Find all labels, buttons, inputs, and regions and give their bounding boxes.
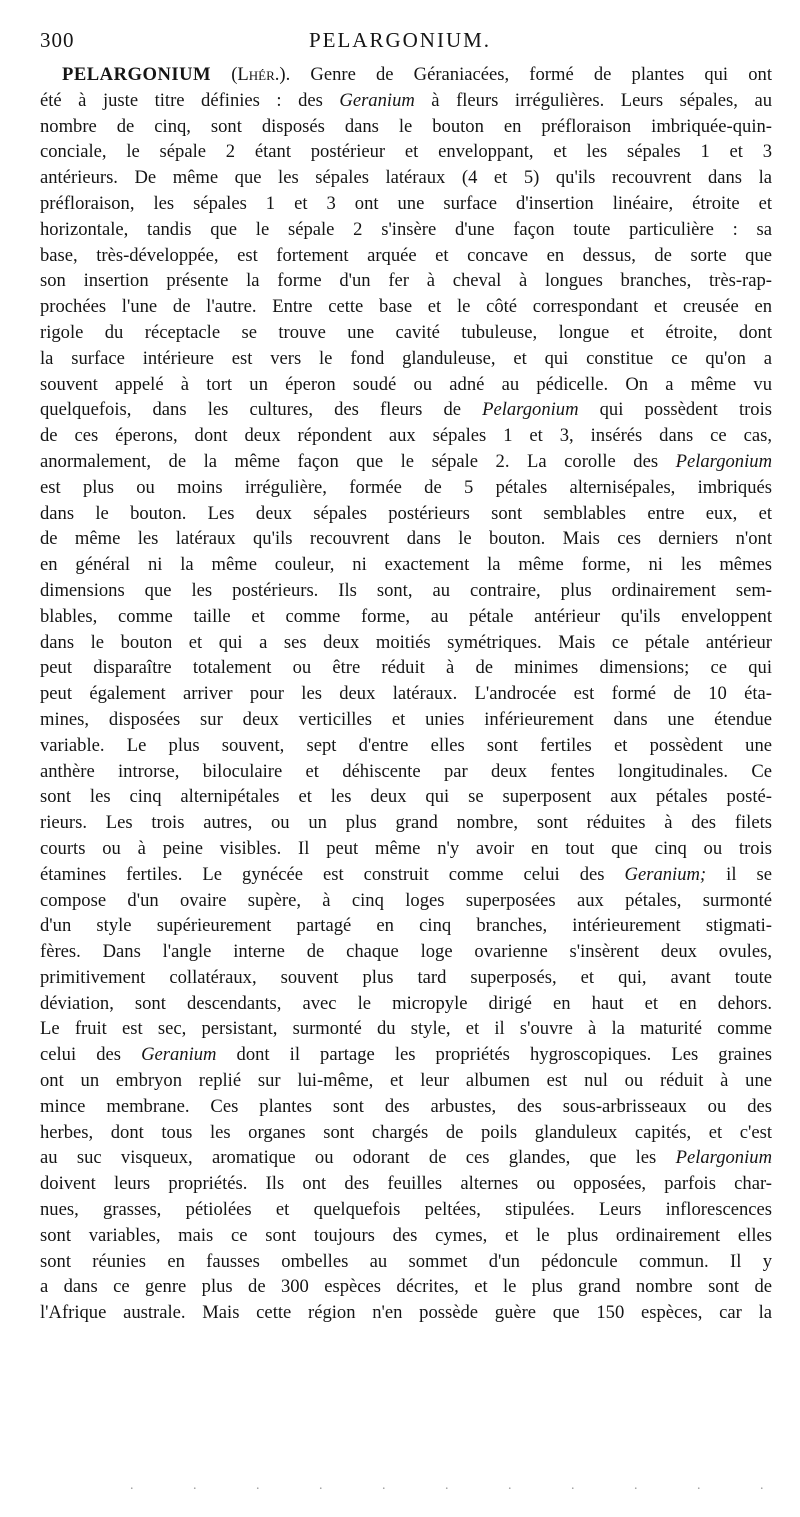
text-line: étamines fertiles. Le gynécée est construit comme celui des Geranium; il se (40, 863, 773, 885)
text-line: préfloraison, les sépales 1 et 3 ont une surface d'insertion linéaire, étroite et (40, 192, 772, 214)
text-line: sont les cinq alternipétales et les deux qui se superposent aux pétales posté- (40, 786, 772, 808)
text-line: variable. Le plus souvent, sept d'entre elles sont fertiles et possèdent une (40, 734, 772, 756)
text-line: peut disparaître totalement ou être réduit à de minimes dimensions; ce qui (40, 657, 772, 679)
text-line: anormalement, de la même façon que le sépale 2. La corolle des Pelargonium (40, 450, 772, 472)
text-line: antérieurs. De même que les sépales latéraux (4 et 5) qu'ils recouvrent dans la (40, 167, 772, 189)
text-line: rigole du réceptacle se trouve une cavité tubuleuse, longue et étroite, dont (40, 321, 772, 343)
text-line: anthère introrse, biloculaire et déhiscente par deux fentes longitudinales. Ce (40, 760, 772, 782)
lemma: PELARGONIUM (62, 64, 212, 85)
text-line: déviation, sont descendants, avec le micropyle dirigé en haut et en dehors. (40, 992, 772, 1014)
page-number: 300 (40, 28, 75, 52)
text-line: est plus ou moins irrégulière, formée de 5 pétales alternisépales, imbriqués (40, 476, 772, 498)
page-footer-marks: . . . . . . . . . . . (130, 1478, 792, 1493)
text-line: sont réunies en fausses ombelles au sommet d'un pédoncule commun. Il y (40, 1250, 772, 1272)
genus-name: Pelargonium (482, 399, 579, 421)
text-line: nues, grasses, pétiolées et quelquefois peltées, stipulées. Leurs inflorescences (40, 1199, 772, 1221)
author-abbrev: (Lhér.). (231, 64, 291, 85)
text-line: mince membrane. Ces plantes sont des arbustes, des sous-arbrisseaux ou des (40, 1095, 772, 1117)
article-text (40, 62, 772, 1326)
genus-name: Geranium; (624, 863, 707, 885)
text-line: nombre de cinq, sont disposés dans le bouton en préfloraison imbriquée-quin- (40, 115, 772, 137)
text-line: conciale, le sépale 2 étant postérieur et enveloppant, et les sépales 1 et 3 (40, 141, 772, 163)
text-line: de même les latéraux qu'ils recouvrent dans le bouton. Mais ces derniers n'ont (40, 528, 772, 550)
genus-name: Pelargonium (675, 450, 772, 472)
text-line: quelquefois, dans les cultures, des fleurs de Pelargonium qui possèdent trois (40, 399, 773, 421)
text-line: a dans ce genre plus de 300 espèces décrites, et le plus grand nombre sont de (40, 1276, 772, 1298)
text-line: horizontale, tandis que le sépale 2 s'insère d'une façon toute particulière : sa (40, 218, 772, 240)
text-line: doivent leurs propriétés. Ils ont des feuilles alternes ou opposées, parfois char- (40, 1173, 772, 1195)
text-line: sont variables, mais ce sont toujours des cymes, et le plus ordinairement elles (40, 1224, 772, 1246)
text-line: primitivement collatéraux, souvent plus tard superposés, et qui, avant toute (40, 966, 772, 988)
text-line: souvent appelé à tort un éperon soudé ou adné au pédicelle. On a même vu (40, 373, 772, 395)
text-line: Le fruit est sec, persistant, surmonté du style, et il s'ouvre à la maturité comme (40, 1018, 772, 1040)
text-line: prochées l'une de l'autre. Entre cette base et le côté correspondant et creusée en (40, 296, 772, 318)
text-line: peut également arriver pour les deux latéraux. L'androcée est formé de 10 éta- (40, 683, 772, 705)
text-line: de ces éperons, dont deux répondent aux sépales 1 et 3, insérés dans ce cas, (40, 425, 772, 447)
text-line: au suc visqueux, aromatique ou odorant de ces glandes, que les Pelargonium (40, 1147, 772, 1169)
text-line: courts ou à peine visibles. Il peut même n'y avoir en tout que cinq ou trois (40, 837, 772, 859)
text-line: son insertion présente la forme d'un fer à cheval à longues branches, très-rap- (40, 270, 772, 292)
text-line: été à juste titre définies : des Geranium à fleurs irrégulières. Leurs sépales, au (40, 89, 772, 111)
text-line: fères. Dans l'angle interne de chaque loge ovarienne s'insèrent deux ovules, (40, 941, 772, 963)
genus-name: Geranium (339, 89, 415, 111)
text-line: blables, comme taille et comme forme, au pétale antérieur qu'ils enveloppent (40, 605, 772, 627)
text-line: dans le bouton. Les deux sépales postérieurs sont semblables entre eux, et (40, 502, 772, 524)
text-line: rieurs. Les trois autres, ou un plus grand nombre, sont réduites à des filets (40, 812, 772, 834)
text-line: ont un embryon replié sur lui-même, et leur albumen est nul ou réduit à une (40, 1070, 772, 1092)
page-header (40, 28, 760, 62)
text-line: celui des Geranium dont il partage les propriétés hygroscopiques. Les graines (40, 1044, 773, 1066)
text-line: l'Afrique australe. Mais cette région n'en possède guère que 150 espèces, car la (40, 1302, 772, 1324)
text-line: compose d'un ovaire supère, à cinq loges superposées aux pétales, surmonté (40, 889, 772, 911)
text-line: la surface intérieure est vers le fond glanduleuse, et qui constitue ce qu'on a (40, 347, 772, 369)
text-line: en général ni la même couleur, ni exactement la même forme, ni les mêmes (40, 554, 772, 576)
text-line: d'un style supérieurement partagé en cinq branches, intérieurement stigmati- (40, 915, 772, 937)
text-line: dimensions que les postérieurs. Ils sont, au contraire, plus ordinairement sem- (40, 579, 772, 601)
text-line: PELARGONIUM (Lhér.). Genre de Géraniacées, formé de plantes qui ont (62, 64, 772, 85)
text-line: base, très-développée, est fortement arquée et concave en dessus, de sorte que (40, 244, 772, 266)
running-title: PELARGONIUM. (308, 28, 492, 52)
text-line: herbes, dont tous les organes sont chargés de poils glanduleux capités, et c'est (40, 1121, 772, 1143)
genus-name: Geranium (141, 1044, 217, 1066)
text-line: mines, disposées sur deux verticilles et unies inférieurement dans une étendue (40, 708, 772, 730)
genus-name: Pelargonium (675, 1147, 772, 1169)
text-line: dans le bouton et qui a ses deux moitiés symétriques. Mais ce pétale antérieur (40, 631, 772, 653)
